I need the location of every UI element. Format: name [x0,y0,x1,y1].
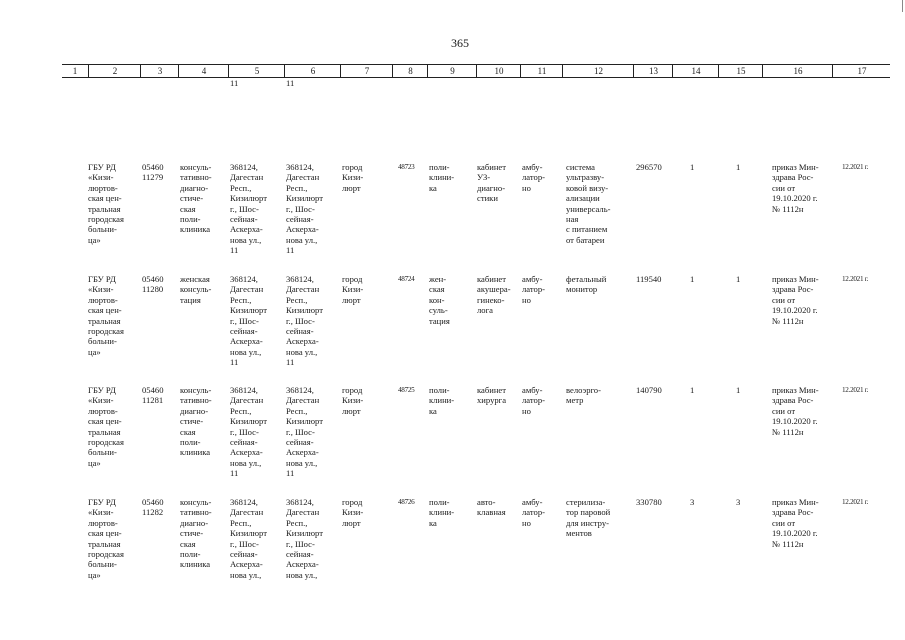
city: город Кизи- люрт [342,385,364,416]
room: кабинет хирурга [477,385,507,406]
column-number-3: 3 [140,65,179,77]
care-type: амбу- латор- но [522,274,545,305]
quantity-planned: 1 [690,385,695,395]
price: 330780 [636,497,662,507]
equipment-name: стерилиза- тор паровой для инстру- ментов [566,497,611,539]
record-id: 48723 [398,163,415,171]
column-number-2: 2 [88,65,141,77]
organization-code: 05460 11281 [142,385,164,406]
care-type: амбу- латор- но [522,385,545,416]
organization-code: 05460 11282 [142,497,164,518]
quantity-planned: 1 [690,274,695,284]
legal-address: 368124, Дагестан Респ., Кизилюрт г., Шос- сейная- Аскерха- нова ул., [230,497,267,580]
column-number-10: 10 [476,65,521,77]
city: город Кизи- люрт [342,497,364,528]
column-number-1: 1 [72,66,78,76]
price: 140790 [636,385,662,395]
department: жен- ская кон- суль- тация [429,274,450,326]
quantity-planned: 3 [690,497,695,507]
record-id: 48726 [398,498,415,506]
regulatory-order: приказ Мин- здрава Рос- сии от 19.10.2020 г. № 1112н [772,385,819,437]
price: 296570 [636,162,662,172]
care-type: амбу- латор- но [522,497,545,528]
organization-name: ГБУ РД «Кизи- люртов- ская цен- тральная городская больни- ца» [88,162,124,245]
actual-address: 368124, Дагестан Респ., Кизилюрт г., Шос- сейная- Аскерха- нова ул., 11 [286,162,323,256]
column-number-16: 16 [762,65,833,77]
organization-name: ГБУ РД «Кизи- люртов- ская цен- тральная городская больни- ца» [88,497,124,580]
city: город Кизи- люрт [342,162,364,193]
legal-address: 368124, Дагестан Респ., Кизилюрт г., Шос- сейная- Аскерха- нова ул., 11 [230,162,267,256]
equipment-name: система ультразву- ковой визу- ализации универсаль- ная с питанием от батареи [566,162,611,245]
department: поли- клини- ка [429,162,455,193]
room: кабинет акушера- гинеко- лога [477,274,511,316]
delivery-date: 12.2021 г. [842,275,869,283]
page-number: 365 [451,36,469,50]
department: поли- клини- ка [429,497,455,528]
unit-name: консуль- тативно- диагно- стиче- ская поли- клиника [180,162,212,235]
column-number-14: 14 [672,65,719,77]
quantity-purchased: 1 [736,385,741,395]
column-number-15: 15 [718,65,763,77]
legal-address: 368124, Дагестан Респ., Кизилюрт г., Шос- сейная- Аскерха- нова ул., 11 [230,385,267,479]
column-number-17: 17 [832,65,891,77]
actual-address: 368124, Дагестан Респ., Кизилюрт г., Шос- сейная- Аскерха- нова ул., 11 [286,274,323,368]
quantity-purchased: 1 [736,274,741,284]
price: 119540 [636,274,662,284]
record-id: 48725 [398,386,415,394]
column-number-8: 8 [392,65,428,77]
scan-edge-mark [902,0,903,12]
regulatory-order: приказ Мин- здрава Рос- сии от 19.10.2020 г. № 1112н [772,274,819,326]
carryover-value: 11 [230,78,239,88]
delivery-date: 12.2021 г. [842,386,869,394]
quantity-purchased: 1 [736,162,741,172]
column-number-13: 13 [633,65,673,77]
delivery-date: 12.2021 г. [842,498,869,506]
organization-name: ГБУ РД «Кизи- люртов- ская цен- тральная городская больни- ца» [88,385,124,468]
unit-name: женская консуль- тация [180,274,212,305]
column-number-12: 12 [562,65,634,77]
organization-code: 05460 11280 [142,274,164,295]
equipment-name: фетальный монитор [566,274,607,295]
carryover-value: 11 [286,78,295,88]
column-number-4: 4 [178,65,229,77]
actual-address: 368124, Дагестан Респ., Кизилюрт г., Шос- сейная- Аскерха- нова ул., 11 [286,385,323,479]
quantity-purchased: 3 [736,497,741,507]
organization-name: ГБУ РД «Кизи- люртов- ская цен- тральная городская больни- ца» [88,274,124,357]
regulatory-order: приказ Мин- здрава Рос- сии от 19.10.2020 г. № 1112н [772,497,819,549]
record-id: 48724 [398,275,415,283]
room: авто- клавная [477,497,506,518]
regulatory-order: приказ Мин- здрава Рос- сии от 19.10.2020 г. № 1112н [772,162,819,214]
delivery-date: 12.2021 г. [842,163,869,171]
column-number-9: 9 [427,65,477,77]
column-number-11: 11 [520,65,563,77]
column-number-7: 7 [340,65,393,77]
unit-name: консуль- тативно- диагно- стиче- ская поли- клиника [180,385,212,458]
column-number-5: 5 [228,65,285,77]
legal-address: 368124, Дагестан Респ., Кизилюрт г., Шос- сейная- Аскерха- нова ул., 11 [230,274,267,368]
room: кабинет УЗ- диагно- стики [477,162,506,204]
city: город Кизи- люрт [342,274,364,305]
department: поли- клини- ка [429,385,455,416]
column-number-header [62,64,890,78]
care-type: амбу- латор- но [522,162,545,193]
actual-address: 368124, Дагестан Респ., Кизилюрт г., Шос- сейная- Аскерха- нова ул., [286,497,323,580]
equipment-name: велоэрго- метр [566,385,601,406]
unit-name: консуль- тативно- диагно- стиче- ская поли- клиника [180,497,212,570]
organization-code: 05460 11279 [142,162,164,183]
quantity-planned: 1 [690,162,695,172]
column-number-6: 6 [284,65,341,77]
